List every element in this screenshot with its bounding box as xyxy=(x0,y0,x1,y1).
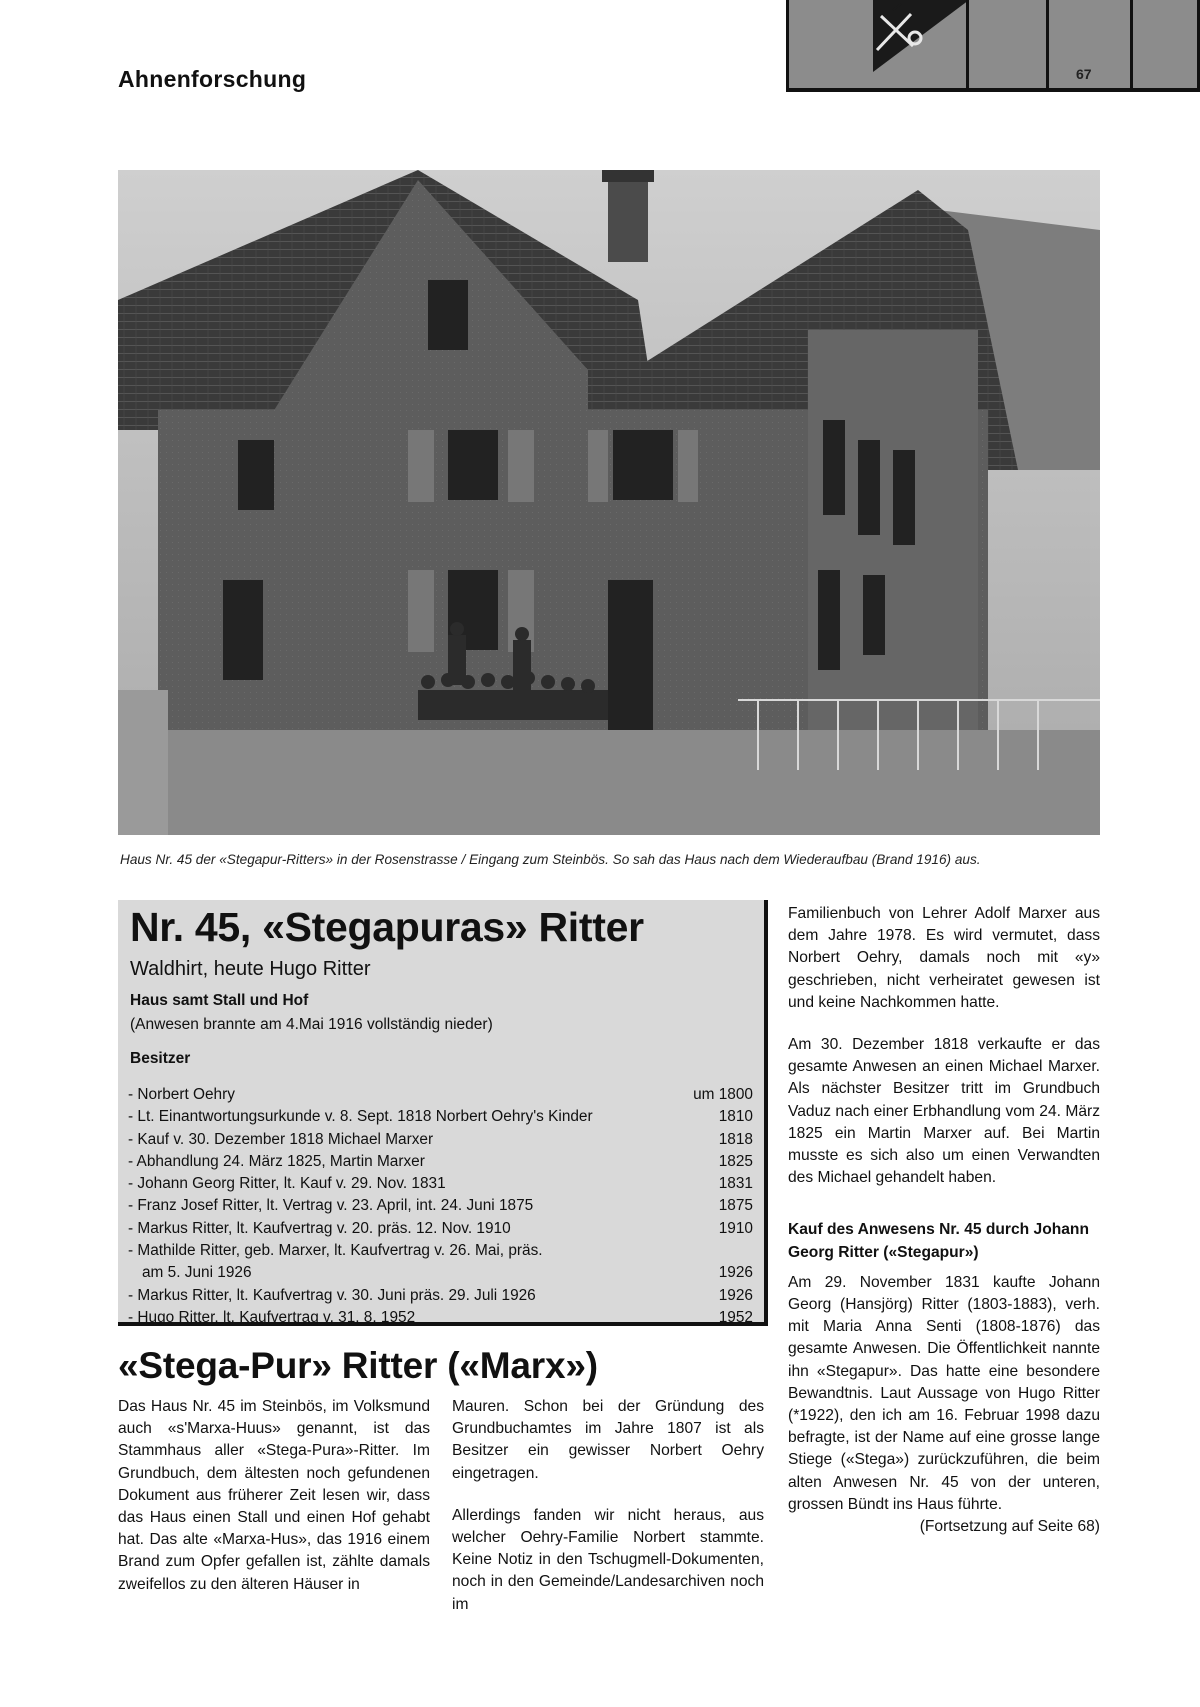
paragraph: Am 30. Dezember 1818 verkaufte er das gesamte Anwesen an einen Michael Marxer. Als nächster Besitzer tritt im Grundbuch Vaduz nach einer Erbhandlung vom 24. März 1825 ein Martin Marxer auf. Bei Martin musste es sich also um einen Verwandten des Michael gehandelt haben. xyxy=(788,1036,1100,1187)
house-photo-illustration xyxy=(118,170,1100,835)
tab-baseline xyxy=(786,88,1200,92)
paragraph: Mauren. Schon bei der Gründung des Grundbuchamtes im Jahre 1807 ist als Besitzer ein gewisser Norbert Oehry eingetragen. xyxy=(452,1398,764,1482)
tab-cell xyxy=(1130,0,1200,92)
paragraph: Das Haus Nr. 45 im Steinbös, im Volksmund auch «s'Marxa-Huus» genannt, ist das Stammhaus aller «Stega-Pura»-Ritter. Im Grundbuch, dem ältesten noch gefundenen Dokument aus früherer Zeit lesen wir, dass das Haus einen Stall und einen Hof gehabt hat. Das alte «Marxa-Hus», das 1916 einem Brand zum Opfer gefallen ist, zählte damals zweifellos zu den älteren Häuser in xyxy=(118,1398,430,1593)
page-tab-strip xyxy=(786,0,1200,92)
paragraph: Familienbuch von Lehrer Adolf Marxer aus dem Jahre 1978. Es wird vermutet, dass Norbert Oehry, damals noch mit «y» geschrieben, nicht verheiratet gewesen ist und keine Nachkommen hatte. xyxy=(788,905,1100,1011)
tab-cell xyxy=(966,0,1049,92)
text-column-1 xyxy=(118,1396,430,1616)
continuation-note: (Fortsetzung auf Seite 68) xyxy=(919,1518,1100,1536)
owner-row: - Markus Ritter, lt. Kaufvertrag v. 30. Juni präs. 29. Juli 1926 1926 xyxy=(128,1286,753,1304)
property-title: Haus samt Stall und Hof xyxy=(130,992,309,1009)
owner-row: - Hugo Ritter, lt. Kaufvertrag v. 31. 8. 1952 1952 xyxy=(128,1308,753,1326)
text-column-2 xyxy=(452,1396,764,1636)
owner-row: - Mathilde Ritter, geb. Marxer, lt. Kaufvertrag v. 26. Mai, präs. xyxy=(128,1242,543,1260)
paragraph: Allerdings fanden wir nicht heraus, aus welcher Oehry-Familie Norbert stammte. Keine Notiz in den Tschugmell-Dokumenten, noch in den Gemeinde/Landesarchiven noch im xyxy=(452,1506,764,1613)
column-subheading: Kauf des Anwesens Nr. 45 durch Johann Georg Ritter («Stegapur») xyxy=(788,1221,1089,1261)
article-heading: «Stega-Pur» Ritter («Marx») xyxy=(118,1345,598,1386)
owner-row: - Kauf v. 30. Dezember 1818 Michael Marxer 1818 xyxy=(128,1130,753,1148)
section-title: Ahnenforschung xyxy=(118,66,307,92)
owner-row: - Markus Ritter, lt. Kaufvertrag v. 20. präs. 12. Nov. 1910 1910 xyxy=(128,1219,753,1237)
owner-row: - Franz Josef Ritter, lt. Vertrag v. 23. April, int. 24. Juni 1875 1875 xyxy=(128,1197,753,1215)
article-box-subheading: Waldhirt, heute Hugo Ritter xyxy=(130,958,371,980)
owner-row: am 5. Juni 1926 1926 xyxy=(142,1264,753,1282)
text-column-3 xyxy=(788,903,1100,1538)
owner-row: - Abhandlung 24. März 1825, Martin Marxer 1825 xyxy=(128,1152,753,1170)
page-number: 67 xyxy=(1076,66,1092,82)
photo-caption: Haus Nr. 45 der «Stegapur-Ritters» in der Rosenstrasse / Eingang zum Steinbös. So sah das Haus nach dem Wiederaufbau (Brand 1916) aus. xyxy=(120,852,981,867)
owner-row: - Norbert Oehry um 1800 xyxy=(128,1086,753,1103)
owners-label: Besitzer xyxy=(130,1050,191,1067)
house-photo xyxy=(118,170,1100,835)
crossed-tools-emblem-icon xyxy=(789,0,969,92)
owner-row: - Lt. Einantwortungsurkunde v. 8. Sept. 1818 Norbert Oehry's Kinder 1810 xyxy=(128,1108,753,1126)
owners-list xyxy=(128,1084,753,1329)
paragraph: Am 29. November 1831 kaufte Johann Georg (Hansjörg) Ritter (1803-1883), verh. mit Maria Anna Senti (1808-1876) das gesamte Anwesen. Die Öffentlichkeit nannte ihn «Stegapur». Das hatte eine besondere Bewandtnis. Laut Aussage von Hugo Ritter (*1922), den ich am 16. Februar 1998 dazu befragte, ist der Name auf eine grosse lange Stiege («Stega») zurückzuführen, die beim alten Anwesen Nr. 45 von der unteren, grossen Bündt ins Haus führte. xyxy=(788,1273,1100,1513)
article-box-heading: Nr. 45, «Stegapuras» Ritter xyxy=(130,904,644,950)
owner-row: - Johann Georg Ritter, lt. Kauf v. 29. Nov. 1831 1831 xyxy=(128,1175,753,1193)
emblem-tab xyxy=(786,0,969,92)
property-note: (Anwesen brannte am 4.Mai 1916 vollständig nieder) xyxy=(130,1016,493,1033)
